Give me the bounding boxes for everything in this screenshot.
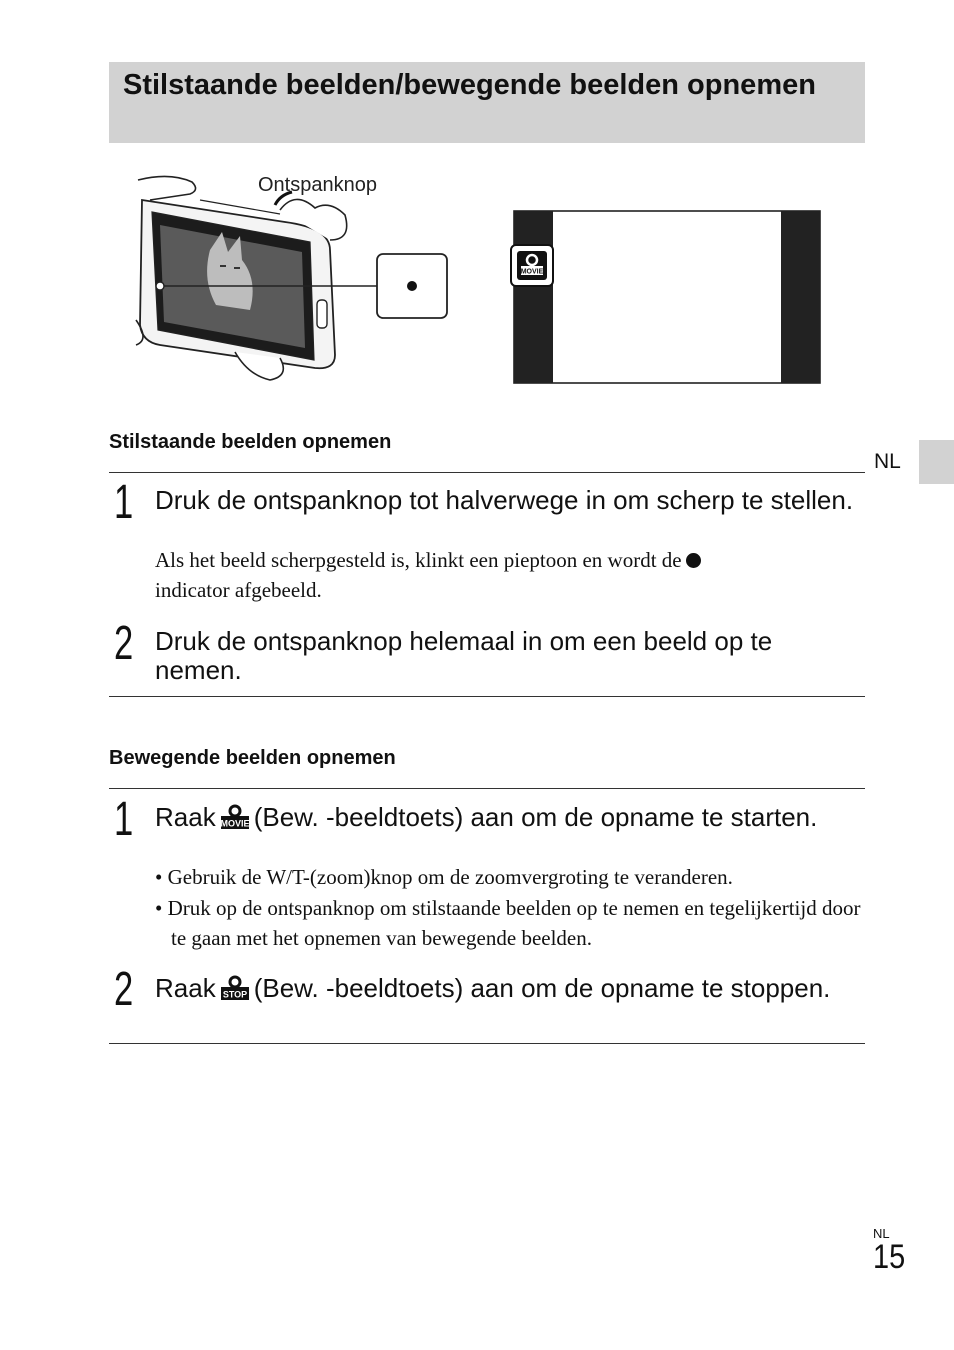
step-text-part: Raak bbox=[155, 802, 216, 832]
screen-illustration bbox=[505, 205, 825, 390]
step-number: 2 bbox=[114, 617, 134, 670]
movie-icon-label: MOVIE bbox=[220, 818, 250, 829]
step-text-part: (Bew. -beeldtoets) aan om de opname te stoppen. bbox=[253, 973, 831, 1003]
divider bbox=[109, 788, 865, 789]
step-number: 1 bbox=[114, 793, 134, 846]
step-number: 2 bbox=[114, 963, 134, 1016]
divider bbox=[109, 1043, 865, 1044]
title-bar bbox=[109, 62, 865, 143]
page-number: 15 bbox=[873, 1238, 906, 1276]
note-text: indicator afgebeeld. bbox=[155, 578, 322, 602]
language-tab bbox=[919, 440, 954, 484]
step-text bbox=[155, 974, 855, 1003]
language-tab-label: NL bbox=[874, 450, 901, 473]
footer-lang: NL bbox=[873, 1226, 890, 1241]
movie-record-icon bbox=[220, 804, 250, 830]
step-text-part: (Bew. -beeldtoets) aan om de opname te starten. bbox=[253, 802, 818, 832]
step-number: 1 bbox=[114, 476, 134, 529]
bullet-item: • Gebruik de W/T-(zoom)knop om de zoomvergroting te veranderen. bbox=[155, 865, 733, 889]
focus-indicator-icon bbox=[686, 553, 701, 568]
section-heading-movie: Bewegende beelden opnemen bbox=[109, 747, 396, 769]
step-note bbox=[155, 545, 845, 605]
movie-icon-text: MOVIE bbox=[520, 268, 544, 276]
page-title: Stilstaande beelden/bewegende beelden opnemen bbox=[123, 69, 816, 101]
bullet-item: • Druk op de ontspanknop om stilstaande beelden op te nemen en tegelijkertijd door te gaan met het opnemen van bewegende beelden. bbox=[155, 896, 861, 950]
step-text-part: Raak bbox=[155, 973, 216, 1003]
movie-stop-icon bbox=[220, 975, 250, 1001]
section-heading-still: Stilstaande beelden opnemen bbox=[109, 431, 392, 453]
note-text: Als het beeld scherpgesteld is, klinkt een pieptoon en wordt de bbox=[155, 548, 682, 572]
divider bbox=[109, 696, 865, 697]
step-text: Druk de ontspanknop helemaal in om een beeld op te nemen. bbox=[155, 626, 773, 685]
step-text: Druk de ontspanknop tot halverwege in om scherp te stellen. bbox=[155, 485, 854, 515]
divider bbox=[109, 472, 865, 473]
stop-icon-label: STOP bbox=[222, 989, 247, 1000]
camera-illustration bbox=[130, 170, 460, 385]
shutter-button-label: Ontspanknop bbox=[258, 174, 377, 196]
step-text bbox=[155, 803, 855, 832]
movie-button-icon[interactable] bbox=[511, 245, 553, 286]
